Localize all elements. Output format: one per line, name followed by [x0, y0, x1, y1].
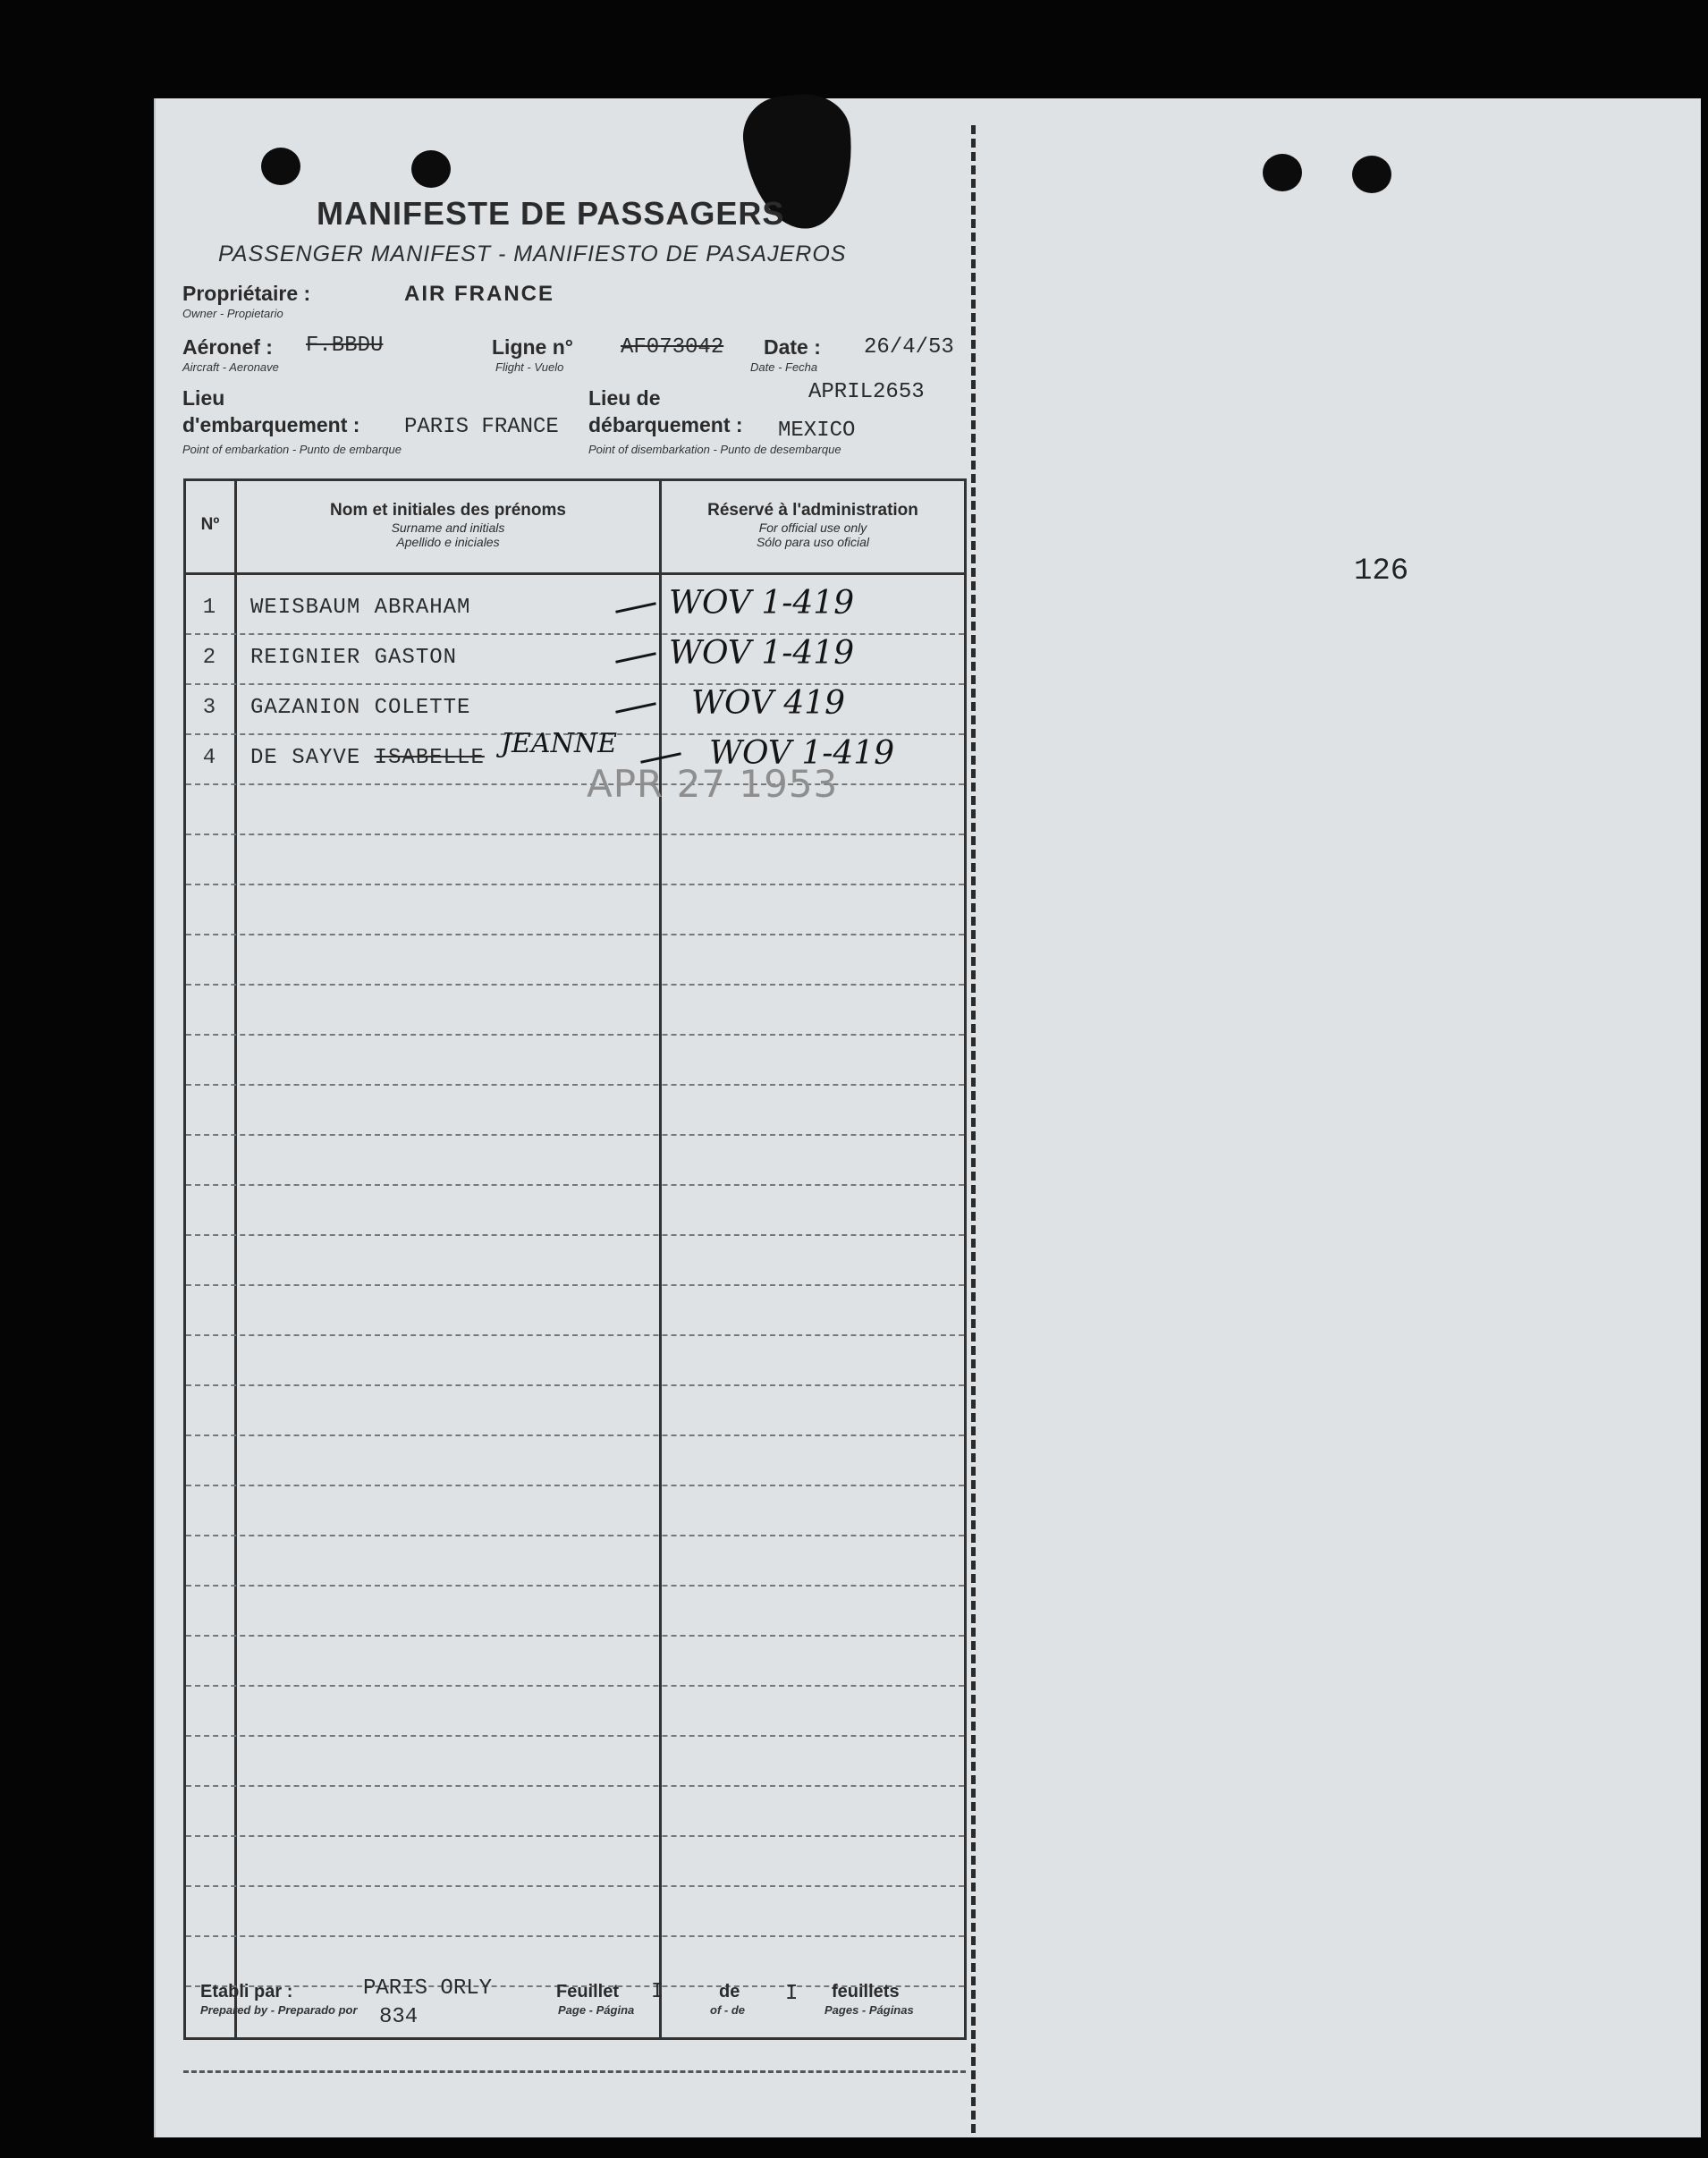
table-row [186, 1184, 964, 1236]
manifest-sheet [154, 98, 1701, 2137]
prepared-by-value: PARIS ORLY [363, 1976, 493, 2001]
aircraft-value: F.BBDU [306, 334, 384, 358]
disembarkation-label-1: Lieu de [588, 386, 661, 410]
date-value: 26/4/53 [864, 335, 954, 360]
facing-page [987, 98, 1701, 2137]
row-number: 1 [202, 596, 216, 620]
header-no: Nº [200, 515, 220, 534]
table-row [186, 1935, 964, 1987]
page-value: I [651, 1980, 664, 2004]
tick-mark [615, 602, 656, 613]
prepared-by-code: 834 [379, 2005, 419, 2029]
punch-hole [261, 148, 300, 185]
table-row [186, 1535, 964, 1587]
table-row [186, 1685, 964, 1737]
handwritten-first-name: JEANNE [501, 728, 617, 759]
embarkation-label-1: Lieu [182, 386, 225, 410]
admin-note: WOV 419 [691, 685, 846, 722]
aircraft-label: Aéronef : [182, 335, 273, 359]
flight-label: Ligne n° [492, 335, 573, 359]
punch-hole [1352, 156, 1391, 193]
header-name-en: Surname and initials [391, 520, 505, 535]
owner-sublabel: Owner - Propietario [182, 307, 283, 320]
form-title: MANIFESTE DE PASSAGERS [317, 195, 785, 232]
header-admin-en: For official use only [758, 520, 867, 535]
owner-value: AIR FRANCE [404, 282, 554, 306]
admin-note: WOV 1-419 [669, 585, 855, 622]
passenger-name: WEISBAUM ABRAHAM [250, 596, 471, 620]
embarkation-value: PARIS FRANCE [404, 415, 559, 439]
row-number: 3 [202, 696, 216, 720]
tick-mark [615, 702, 656, 713]
table-row [186, 1084, 964, 1136]
admin-note: WOV 1-419 [669, 635, 855, 672]
table-row [186, 984, 964, 1036]
embarkation-label-2: d'embarquement : [182, 413, 360, 436]
date-sublabel: Date - Fecha [750, 360, 818, 374]
flight-sublabel: Flight - Vuelo [495, 360, 564, 374]
disembarkation-value: MEXICO [778, 419, 856, 443]
table-row [186, 1134, 964, 1186]
flight-value: AF073042 [621, 335, 724, 360]
header-admin [662, 501, 964, 549]
of-label: de [719, 1982, 740, 2001]
pages-sublabel: Pages - Páginas [824, 2003, 914, 2017]
page-sublabel: Page - Página [558, 2003, 635, 2017]
passenger-table [183, 478, 967, 2040]
table-row [186, 1485, 964, 1536]
table-row [186, 1234, 964, 1286]
passenger-surname: DE SAYVE [250, 746, 361, 770]
passenger-name [250, 746, 485, 770]
table-row [186, 1585, 964, 1637]
disembarkation-sublabel: Point of disembarkation - Punto de desembarque [588, 443, 841, 456]
date-stamp: APR 27 1953 [587, 762, 839, 806]
page-label: Feuillet [556, 1982, 620, 2001]
table-row [186, 583, 964, 635]
tick-mark [615, 652, 656, 663]
struck-first-name: ISABELLE [374, 746, 485, 770]
table-header [186, 481, 964, 575]
manifest-form [156, 98, 978, 2137]
pages-label: feuillets [832, 1982, 900, 2001]
header-admin-fr: Réservé à l'administration [707, 501, 918, 520]
page-fold [971, 125, 976, 2133]
admin-note: WOV 1-419 [709, 735, 895, 772]
embarkation-sublabel: Point of embarkation - Punto de embarque [182, 443, 402, 456]
aircraft-sublabel: Aircraft - Aeronave [182, 360, 279, 374]
table-row [186, 1885, 964, 1937]
header-admin-es: Sólo para uso oficial [756, 535, 870, 549]
table-row [186, 1635, 964, 1687]
table-row [186, 834, 964, 885]
table-row [186, 1785, 964, 1837]
punch-hole [411, 150, 451, 188]
row-number: 2 [202, 646, 216, 670]
of-value: I [785, 1982, 799, 2006]
punch-hole [1263, 154, 1302, 191]
passenger-name: REIGNIER GASTON [250, 646, 458, 670]
passenger-name: GAZANION COLETTE [250, 696, 471, 720]
table-row [186, 1835, 964, 1887]
table-row [186, 1434, 964, 1486]
form-subtitle: PASSENGER MANIFEST - MANIFIESTO DE PASAJEROS [218, 241, 847, 267]
of-sublabel: of - de [710, 2003, 745, 2017]
table-row [186, 884, 964, 935]
footer-divider [183, 2070, 966, 2073]
table-row [186, 1384, 964, 1436]
table-row [186, 633, 964, 685]
table-row [186, 934, 964, 986]
table-row [186, 1284, 964, 1336]
header-name [237, 501, 659, 549]
table-row [186, 1034, 964, 1086]
date-value-stamped: APRIL2653 [808, 380, 925, 404]
disembarkation-label-2: débarquement : [588, 413, 743, 436]
date-label: Date : [764, 335, 821, 359]
header-name-es: Apellido e iniciales [396, 535, 500, 549]
prepared-by-sublabel: Prepared by - Preparado por [200, 2003, 358, 2017]
table-row [186, 1735, 964, 1787]
table-row [186, 783, 964, 835]
table-row [186, 1334, 964, 1386]
page-number: 126 [1354, 554, 1409, 588]
table-row [186, 728, 964, 785]
prepared-by-label: Etabli par : [200, 1982, 293, 2001]
header-name-fr: Nom et initiales des prénoms [330, 501, 566, 520]
row-number: 4 [202, 746, 216, 770]
owner-label: Propriétaire : [182, 282, 311, 305]
